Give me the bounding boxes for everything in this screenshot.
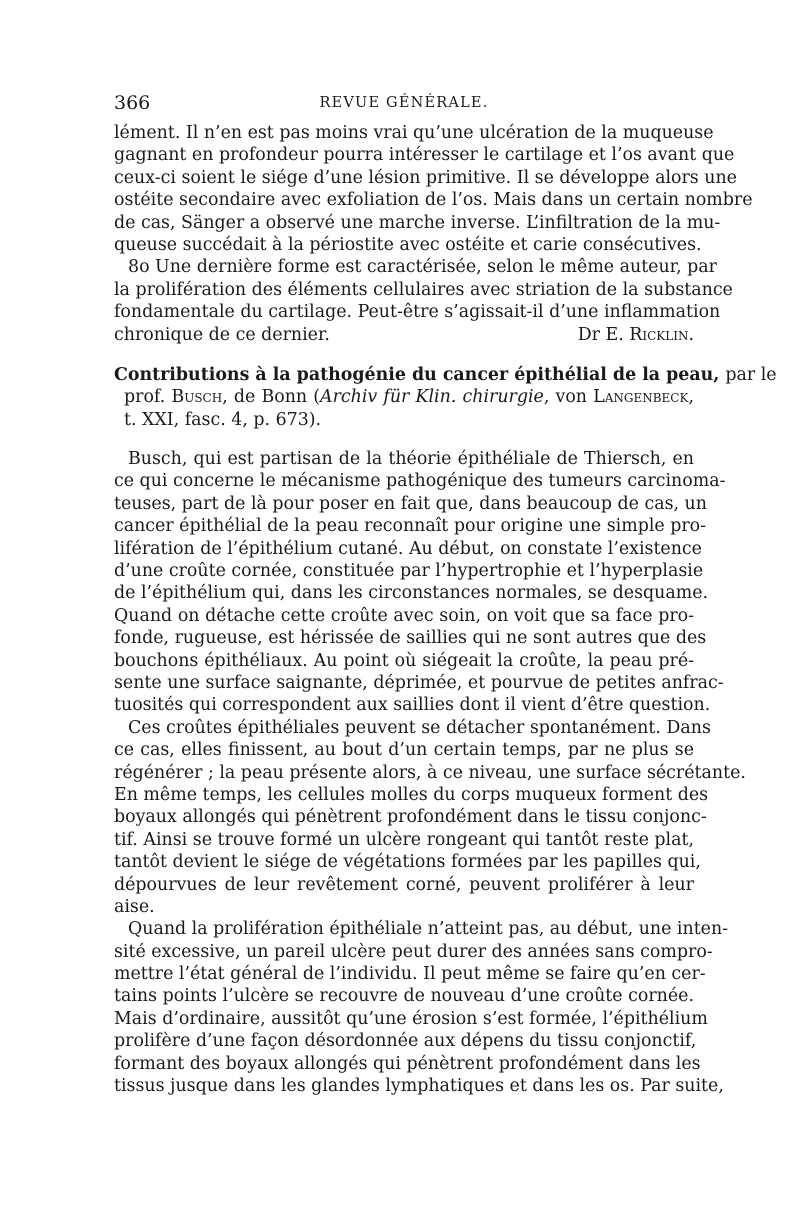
text-line: tif. Ainsi se trouve formé un ulcère rongeant qui tantôt reste plat, [114,829,694,850]
author-city: , de Bonn ( [222,387,321,408]
text-line: queuse succédait à la périostite avec ostéite et carie consécutives. [114,234,702,255]
signature-name: E. Ricklin. [605,324,694,345]
text-line: sité excessive, un pareil ulcère peut durer des années sans compro- [114,941,713,962]
text-line: dépourvues de leur revêtement corné, peuvent proliférer à leur [114,874,694,895]
text-line: de l’épithélium qui, dans les circonstances normales, se desquame. [114,583,709,604]
article-citation: t. XXI, fasc. 4, p. 673). [124,409,322,430]
body-paragraph-3 [114,918,729,1097]
text-line: prolifère d’une façon désordonnée aux dépens du tissu conjonctif, [114,1031,697,1052]
text-line: lifération de l’épithélium cutané. Au début, on constate l’existence [114,538,702,559]
editor-name: Langenbeck [593,387,689,408]
text-line: gagnant en profondeur pourra intéresser le cartilage et l’os avant que [114,145,735,166]
review-signature [578,324,694,346]
text-line: 8o Une dernière forme est caractérisée, selon le même auteur, par [128,257,717,278]
text-line: formant des boyaux allongés qui pénètrent profondément dans les [114,1053,701,1074]
book-page [114,92,777,1097]
text-line: lément. Il n’en est pas moins vrai qu’une ulcération de la muqueuse [114,123,714,143]
body-paragraph-1 [114,448,726,717]
continued-paragraph [114,122,753,256]
text-line: tissus jusque dans les glandes lymphatiques et dans les os. Par suite, [114,1076,724,1097]
body-paragraph-2 [114,717,746,919]
text-line: chronique de ce dernier. [114,324,330,345]
text-line: Mais d’ordinaire, aussitôt qu’une érosion s’est formée, l’épithélium [114,1008,708,1029]
page-number: 366 [114,92,151,114]
journal-sep: , von [543,387,594,408]
text-line: Quand on détache cette croûte avec soin, on voit que sa face pro- [114,605,694,626]
text-line: tains points l’ulcère se recouvre de nouveau d’une croûte cornée. [114,986,694,1007]
journal-title: Archiv für Klin. chirurgie [320,387,544,408]
text-line: de cas, Sänger a observé une marche inverse. L’infiltration de la mu- [114,212,721,233]
text-line: fondamentale du cartilage. Peut-être s’agissait-il d’une inflammation [114,302,721,323]
running-head: REVUE GÉNÉRALE. [319,95,489,111]
article-heading [114,364,777,431]
text-line: la prolifération des éléments cellulaires avec striation de la substance [114,279,733,300]
text-line: régénérer ; la peau présente alors, à ce niveau, une surface sécrétante. [114,762,746,783]
article-title: Contributions à la pathogénie du cancer épithélial de la peau, [114,364,720,385]
text-line: fonde, rugueuse, est hérissée de saillies qui ne sont autres que des [114,628,707,649]
text-line: ce qui concerne le mécanisme pathogénique des tumeurs carcinoma- [114,471,726,492]
editor-tail: , [688,387,694,408]
text-line: sente une surface saignante, déprimée, et pourvue de petites anfrac- [114,672,724,693]
text-line: tuosités qui correspondent aux saillies dont il vient d’être question. [114,695,711,716]
article-title-tail: par le [725,364,777,385]
text-line: ceux-ci soient le siége d’une lésion primitive. Il se développe alors une [114,167,737,188]
text-line: aise. [114,896,155,917]
author-prefix: prof. [124,387,166,408]
text-line: ostéite secondaire avec exfoliation de l’os. Mais dans un certain nombre [114,190,753,211]
text-line: ce cas, elles finissent, au bout d’un certain temps, par ne plus se [114,740,694,761]
text-line: d’une croûte cornée, constituée par l’hypertrophie et l’hyperplasie [114,561,704,582]
text-line: Quand la prolifération épithéliale n’atteint pas, au début, une inten- [128,919,729,940]
text-line: teuses, part de là pour poser en fait que, dans beaucoup de cas, un [114,493,707,514]
text-line: Busch, qui est partisan de la théorie épithéliale de Thiersch, en [128,449,694,470]
text-line: mettre l’état général de l’individu. Il peut même se faire qu’en cer- [114,964,706,985]
text-line: Ces croûtes épithéliales peuvent se détacher spontanément. Dans [128,717,711,738]
article-author-line [114,386,694,408]
text-line: cancer épithélial de la peau reconnaît pour origine une simple pro- [114,516,707,537]
author-name: Busch [171,387,223,408]
paragraph-8 [114,256,733,346]
text-line: tantôt devient le siége de végétations formées par les papilles qui, [114,852,701,873]
text-line: bouchons épithéliaux. Au point où siégeait la croûte, la peau pré- [114,650,694,671]
signature-prefix: Dr [577,324,600,345]
text-line: boyaux allongés qui pénètrent profondément dans le tissu conjonc- [114,807,707,828]
text-line-with-signature [114,324,694,346]
page-header [114,92,694,122]
text-line: En même temps, les cellules molles du corps muqueux forment des [114,784,709,805]
article-title-line [114,364,777,386]
